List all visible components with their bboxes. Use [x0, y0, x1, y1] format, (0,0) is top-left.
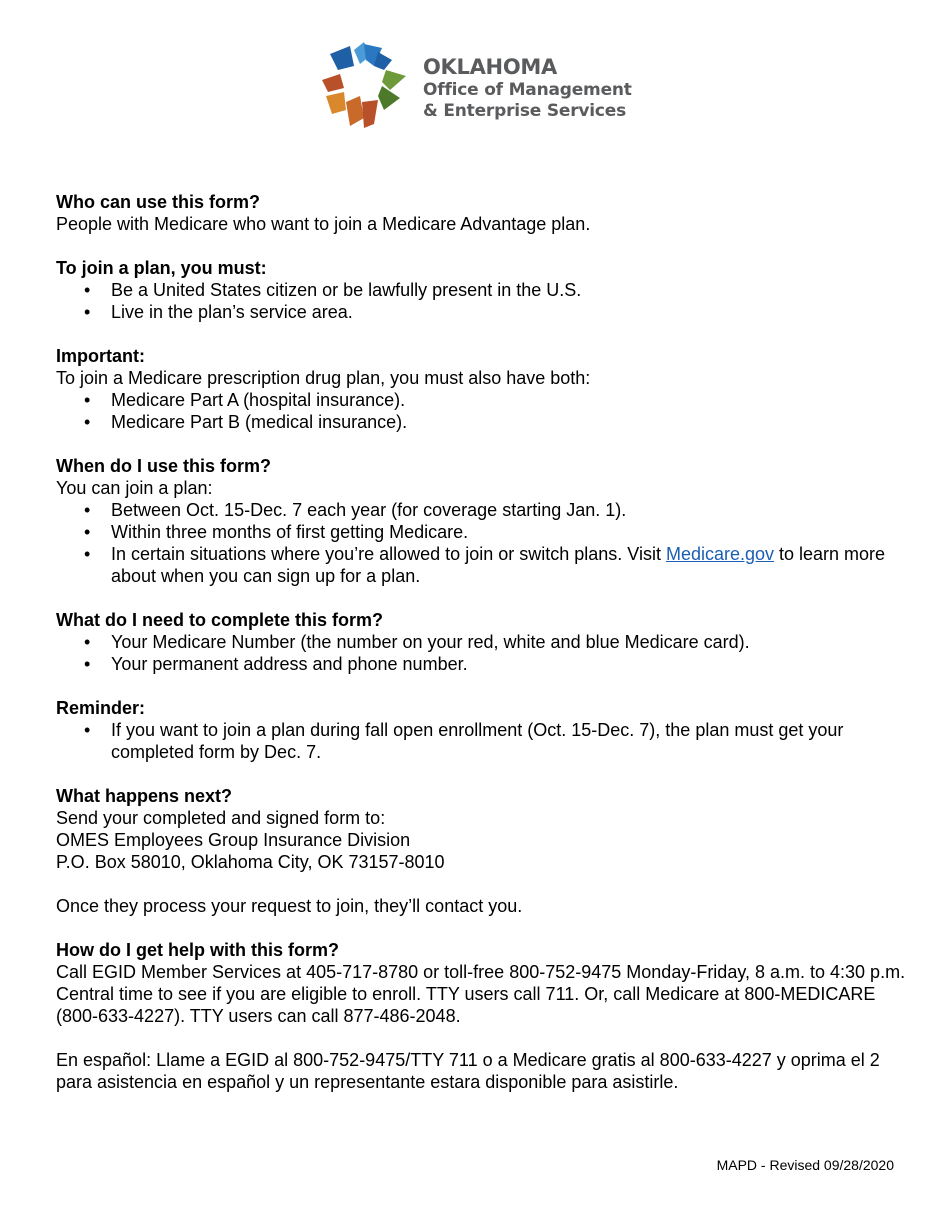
- list-item: • Your permanent address and phone number.: [111, 653, 906, 675]
- section-important: [56, 345, 906, 433]
- section-heading: Reminder:: [56, 698, 146, 718]
- section-spanish: [56, 1049, 906, 1093]
- revision-footer: MAPD - Revised 09/28/2020: [716, 1157, 894, 1173]
- logo-agency-line-2: & Enterprise Services: [423, 101, 627, 121]
- section-heading: To join a plan, you must:: [56, 258, 267, 278]
- mailing-recipient: OMES Employees Group Insurance Division: [56, 830, 411, 850]
- section-need: [56, 609, 906, 675]
- medicare-gov-link[interactable]: Medicare.gov: [665, 544, 775, 564]
- list-item-text: to learn more about when you can sign up for a plan.: [111, 544, 886, 586]
- mailing-instructions: Send your completed and signed form to:: [56, 808, 386, 828]
- list-item-text: In certain situations where you’re allowed to join or switch plans. Visit: [111, 544, 666, 564]
- section-text: To join a Medicare prescription drug plan, you must also have both:: [56, 368, 591, 388]
- section-who: [56, 191, 906, 235]
- list-item: • Medicare Part B (medical insurance).: [111, 411, 906, 433]
- list-item: • Medicare Part A (hospital insurance).: [111, 389, 906, 411]
- bullet-list: [56, 631, 906, 675]
- list-item: • Your Medicare Number (the number on your red, white and blue Medicare card).: [111, 631, 906, 653]
- spanish-help-text: En español: Llame a EGID al 800-752-9475/TTY 711 o a Medicare gratis al 800-633-4227 y oprima el 2 para asistencia en español y un representante estara disponible para asistirle.: [56, 1050, 880, 1092]
- section-help: [56, 939, 906, 1027]
- logo-state-name: OKLAHOMA: [423, 55, 557, 79]
- section-text: You can join a plan:: [56, 478, 213, 498]
- section-next: [56, 785, 906, 873]
- section-text: People with Medicare who want to join a Medicare Advantage plan.: [56, 214, 591, 234]
- section-heading: What do I need to complete this form?: [56, 610, 384, 630]
- section-heading: When do I use this form?: [56, 456, 271, 476]
- section-heading: How do I get help with this form?: [56, 940, 339, 960]
- list-item: • If you want to join a plan during fall open enrollment (Oct. 15-Dec. 7), the plan must get your completed form by Dec. 7.: [111, 719, 906, 763]
- bullet-list: [56, 279, 906, 323]
- bullet-list: [56, 499, 906, 587]
- list-item: • Between Oct. 15-Dec. 7 each year (for coverage starting Jan. 1).: [111, 499, 906, 521]
- section-followup: [56, 895, 906, 917]
- section-heading: Important:: [56, 346, 145, 366]
- section-heading: Who can use this form?: [56, 192, 261, 212]
- mailing-address: P.O. Box 58010, Oklahoma City, OK 73157-8010: [56, 852, 445, 872]
- section-reminder: [56, 697, 906, 763]
- bullet-list: [56, 719, 906, 763]
- omes-logo: [320, 40, 640, 130]
- list-item: • Be a United States citizen or be lawfully present in the U.S.: [111, 279, 906, 301]
- list-item: [111, 543, 906, 587]
- help-contact-text: Call EGID Member Services at 405-717-8780 or toll-free 800-752-9475 Monday-Friday, 8 a.m. to 4:30 p.m. Central time to see if you are eligible to enroll. TTY users call 711. Or, call Medicare at 800-MEDICARE (800-633-4227). TTY users can call 877-486-2048.: [56, 962, 906, 1026]
- logo-agency-line-1: Office of Management: [423, 80, 632, 100]
- section-text: Once they process your request to join, they’ll contact you.: [56, 896, 523, 916]
- section-when: [56, 455, 906, 587]
- list-item: • Within three months of first getting Medicare.: [111, 521, 906, 543]
- section-join: [56, 257, 906, 323]
- oklahoma-star-logo-icon: [320, 40, 408, 130]
- form-instructions: [56, 191, 906, 1115]
- section-heading: What happens next?: [56, 786, 233, 806]
- list-item: • Live in the plan’s service area.: [111, 301, 906, 323]
- bullet-list: [56, 389, 906, 433]
